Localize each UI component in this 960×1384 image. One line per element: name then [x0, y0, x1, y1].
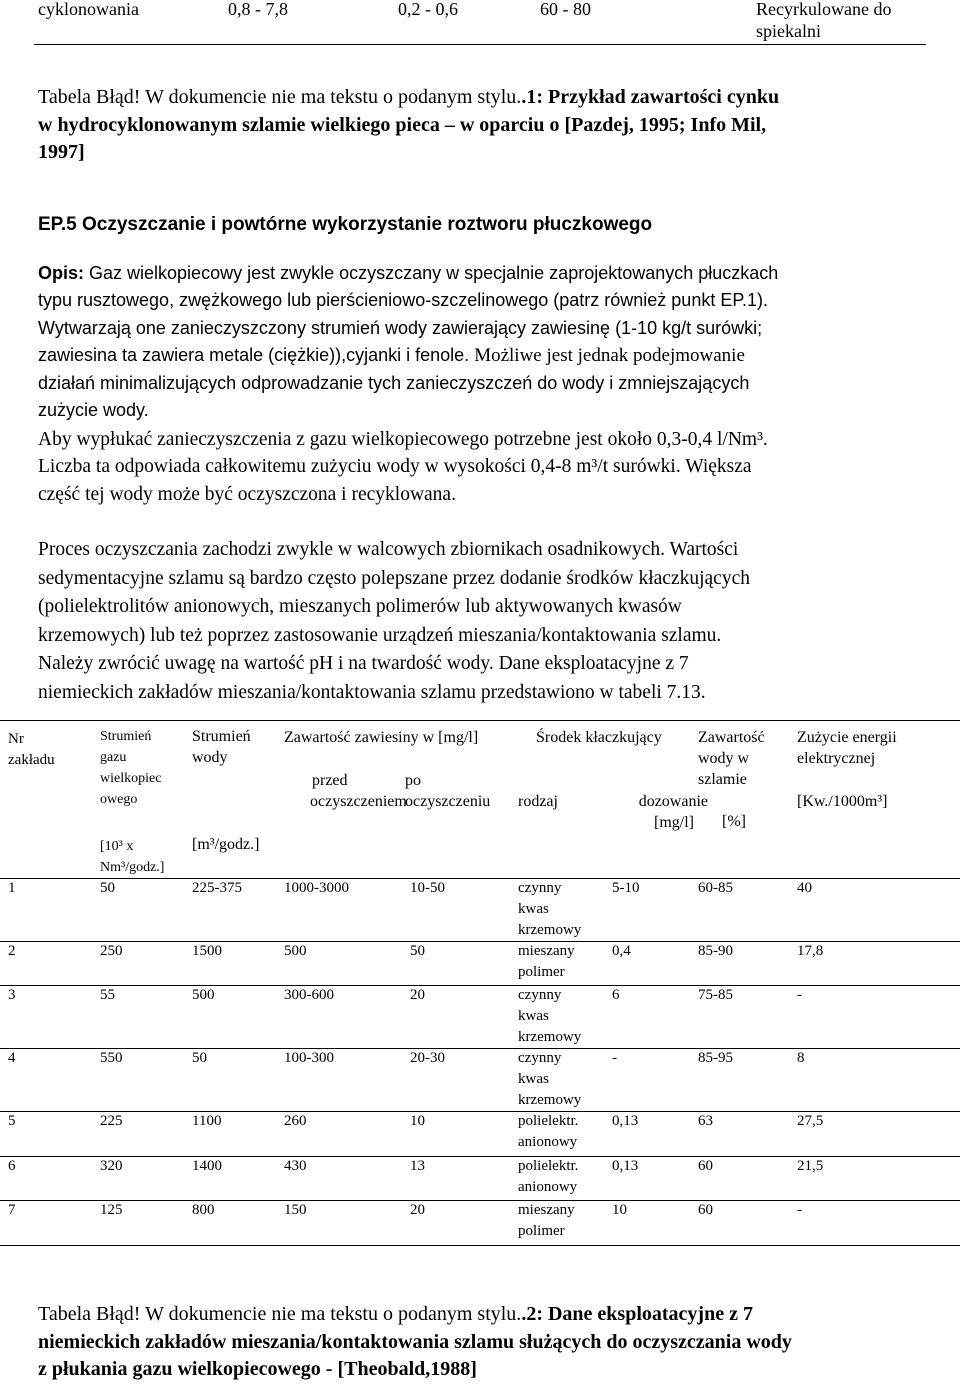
- caption-1-line2: w hydrocyklonowanym szlamie wielkiego pieca – w oparciu o [Pazdej, 1995; Info Mil,: [38, 113, 767, 136]
- cell-dosage: 6: [612, 987, 620, 1003]
- caption-1-line3: 1997]: [38, 141, 85, 163]
- header-water-content-unit: [%]: [722, 813, 746, 830]
- opis-line-9: część tej wody może być oczyszczona i recyklowana.: [38, 483, 456, 505]
- header-gas-flow: Strumień gazu wielkopiec owego: [100, 729, 162, 807]
- header-before: przed oczyszczeniem: [310, 772, 407, 810]
- cell-dosage: 10: [612, 1202, 627, 1218]
- header-gas-unit: [10³ x Nm³/godz.]: [100, 839, 165, 875]
- header-suspended-solids: Zawartość zawiesiny w [mg/l]: [284, 729, 479, 746]
- cell-gas-flow: 250: [100, 943, 123, 959]
- cell-nr: 6: [8, 1158, 16, 1174]
- opis-line-8: Liczba ta odpowiada całkowitemu zużyciu wody w wysokości 0,4-8 m³/t surówki. Większa: [38, 456, 752, 478]
- cell-dosage: 0,4: [612, 943, 631, 959]
- description-paragraph: [38, 260, 778, 424]
- cell-water-flow: 500: [192, 987, 215, 1003]
- section-heading: EP.5 Oczyszczanie i powtórne wykorzystanie roztworu płuczkowego: [38, 214, 653, 235]
- cell-after: 20-30: [410, 1050, 445, 1066]
- cell-before: 300-600: [284, 987, 334, 1003]
- cell-dosage: 5-10: [612, 880, 640, 896]
- header-flocculant-type: rodzaj: [518, 793, 558, 810]
- cell-water-content: 60: [698, 1158, 713, 1174]
- cell-flocculant-type: czynny kwas krzemowy: [518, 1050, 582, 1108]
- cell-energy: 27,5: [797, 1113, 824, 1129]
- row-border-6: [0, 1200, 960, 1201]
- cell-dosage: -: [612, 1050, 617, 1066]
- cell-nr: 2: [8, 943, 16, 959]
- cell-energy: 8: [797, 1050, 805, 1066]
- row-border-2: [0, 985, 960, 986]
- cell-water-content: 63: [698, 1113, 713, 1129]
- top-cell-range-1: 0,8 - 7,8: [228, 0, 288, 19]
- cell-dosage: 0,13: [612, 1113, 639, 1129]
- header-dosage: dozowanie [mg/l]: [638, 793, 708, 831]
- cell-before: 260: [284, 1113, 307, 1129]
- cell-water-content: 60: [698, 1202, 713, 1218]
- opis-line-5: działań minimalizujących odprowadzanie tych zanieczyszczeń do wody i zmniejszających: [38, 372, 750, 393]
- cell-water-flow: 50: [192, 1050, 207, 1066]
- cell-before: 500: [284, 943, 307, 959]
- cell-before: 150: [284, 1202, 307, 1218]
- table-bottom-border: [0, 1245, 960, 1246]
- cell-water-flow: 225-375: [192, 880, 242, 896]
- para2-line-6: niemieckich zakładów mieszania/kontaktowania szlamu przedstawiono w tabeli 7.13.: [38, 681, 706, 703]
- caption-1-title: .1: Przykład zawartości cynku: [521, 86, 780, 108]
- cell-energy: -: [797, 987, 802, 1003]
- cell-nr: 5: [8, 1113, 16, 1129]
- opis-line-4a: zawiesina ta zawiera metale (ciężkie)),cyjanki i fenole.: [38, 345, 470, 366]
- opis-line-3: Wytwarzają one zanieczyszczony strumień wody zawierający zawiesinę (1-10 kg/t surówki;: [38, 317, 763, 338]
- row-border-3: [0, 1048, 960, 1049]
- cell-water-flow: 800: [192, 1202, 215, 1218]
- opis-label: Opis:: [38, 263, 85, 283]
- description-paragraph-cont: [38, 426, 768, 508]
- table-top-border: [0, 720, 960, 721]
- cell-nr: 4: [8, 1050, 16, 1066]
- table-header-border: [0, 878, 960, 879]
- cell-before: 100-300: [284, 1050, 334, 1066]
- cell-water-content: 85-90: [698, 943, 733, 959]
- cell-water-flow: 1500: [192, 943, 222, 959]
- opis-line-2: typu rusztowego, zwężkowego lub pierścieniowo-szczelinowego (patrz również punkt EP.1).: [38, 290, 769, 311]
- cell-before: 430: [284, 1158, 307, 1174]
- top-cell-use-line2: spiekalni: [756, 21, 821, 41]
- cell-flocculant-type: czynny kwas krzemowy: [518, 880, 582, 938]
- top-cell-use-line1: Recyrkulowane do: [756, 0, 892, 19]
- header-energy: Zużycie energii elektrycznej: [797, 729, 897, 767]
- cell-gas-flow: 550: [100, 1050, 123, 1066]
- top-cell-range-3: 60 - 80: [540, 0, 591, 19]
- cell-after: 50: [410, 943, 425, 959]
- opis-line-7: Aby wypłukać zanieczyszczenia z gazu wielkopiecowego potrzebne jest około 0,3-0,4 l/Nm³.: [38, 429, 768, 450]
- cell-water-flow: 1100: [192, 1113, 222, 1129]
- cell-after: 10: [410, 1113, 425, 1129]
- header-nr: Nr zakładu: [8, 731, 55, 768]
- cell-gas-flow: 55: [100, 987, 115, 1003]
- caption-table-2: [38, 1301, 792, 1384]
- para2-line-3: (polielektrolitów anionowych, mieszanych polimerów lub aktywowanych kwasów: [38, 596, 682, 618]
- opis-line-1: Gaz wielkopiecowy jest zwykle oczyszczany w specjalnie zaprojektowanych płuczkach: [84, 263, 779, 283]
- cell-energy: -: [797, 1202, 802, 1218]
- cell-energy: 40: [797, 880, 812, 896]
- cell-after: 20: [410, 987, 425, 1003]
- process-paragraph: [38, 536, 750, 708]
- cell-gas-flow: 225: [100, 1113, 123, 1129]
- header-water-flow: Strumień wody: [192, 728, 251, 766]
- cell-flocculant-type: polielektr. anionowy: [518, 1113, 579, 1150]
- cell-water-content: 85-95: [698, 1050, 733, 1066]
- header-energy-unit: [Kw./1000m³]: [797, 793, 888, 810]
- header-after: po oczyszczeniu: [405, 772, 491, 810]
- header-flocculant: Środek kłaczkujący: [536, 729, 662, 746]
- top-table-bottom-border: [34, 44, 926, 45]
- cell-after: 10-50: [410, 880, 445, 896]
- cell-before: 1000-3000: [284, 880, 349, 896]
- header-water-unit: [m³/godz.]: [192, 836, 260, 853]
- cell-flocculant-type: czynny kwas krzemowy: [518, 987, 582, 1045]
- opis-line-6: zużycie wody.: [38, 400, 149, 421]
- cell-after: 13: [410, 1158, 425, 1174]
- cell-nr: 3: [8, 987, 16, 1003]
- top-cell-range-2: 0,2 - 0,6: [398, 0, 458, 19]
- cell-water-flow: 1400: [192, 1158, 222, 1174]
- para2-line-5: Należy zwrócić uwagę na wartość pH i na twardość wody. Dane eksploatacyjne z 7: [38, 653, 689, 675]
- caption-table-1: [38, 84, 779, 167]
- para2-line-2: sedymentacyjne szlamu są bardzo często polepszane przez dodanie środków kłaczkujących: [38, 567, 750, 589]
- caption-2-line3: z płukania gazu wielkopiecowego - [Theobald,1988]: [38, 1358, 477, 1380]
- cell-dosage: 0,13: [612, 1158, 639, 1174]
- cell-nr: 1: [8, 880, 16, 896]
- cell-nr: 7: [8, 1202, 16, 1218]
- cell-gas-flow: 320: [100, 1158, 123, 1174]
- para2-line-4: krzemowych) lub też poprzez zastosowanie urządzeń mieszania/kontaktowania szlamu.: [38, 624, 722, 646]
- cell-after: 20: [410, 1202, 425, 1218]
- caption-2-line2: niemieckich zakładów mieszania/kontaktowania szlamu służących do oczyszczania wody: [38, 1330, 792, 1353]
- cell-water-content: 60-85: [698, 880, 733, 896]
- cell-energy: 17,8: [797, 943, 824, 959]
- cell-energy: 21,5: [797, 1158, 824, 1174]
- cell-flocculant-type: mieszany polimer: [518, 943, 575, 980]
- para2-line-1: Proces oczyszczania zachodzi zwykle w walcowych zbiornikach osadnikowych. Wartości: [38, 539, 739, 560]
- cell-flocculant-type: polielektr. anionowy: [518, 1158, 579, 1195]
- caption-1-prefix: Tabela Błąd! W dokumencie nie ma tekstu o podanym stylu.: [38, 86, 522, 108]
- cell-gas-flow: 125: [100, 1202, 123, 1218]
- cell-gas-flow: 50: [100, 880, 115, 896]
- top-cell-process: cyklonowania: [38, 0, 139, 19]
- opis-line-4b: Możliwe jest jednak podejmowanie: [474, 345, 745, 367]
- cell-flocculant-type: mieszany polimer: [518, 1202, 575, 1239]
- caption-2-prefix: Tabela Błąd! W dokumencie nie ma tekstu o podanym stylu.: [38, 1303, 522, 1325]
- caption-2-title: .2: Dane eksploatacyjne z 7: [521, 1303, 753, 1325]
- cell-water-content: 75-85: [698, 987, 733, 1003]
- header-water-content: Zawartość wody w szlamie: [698, 729, 765, 788]
